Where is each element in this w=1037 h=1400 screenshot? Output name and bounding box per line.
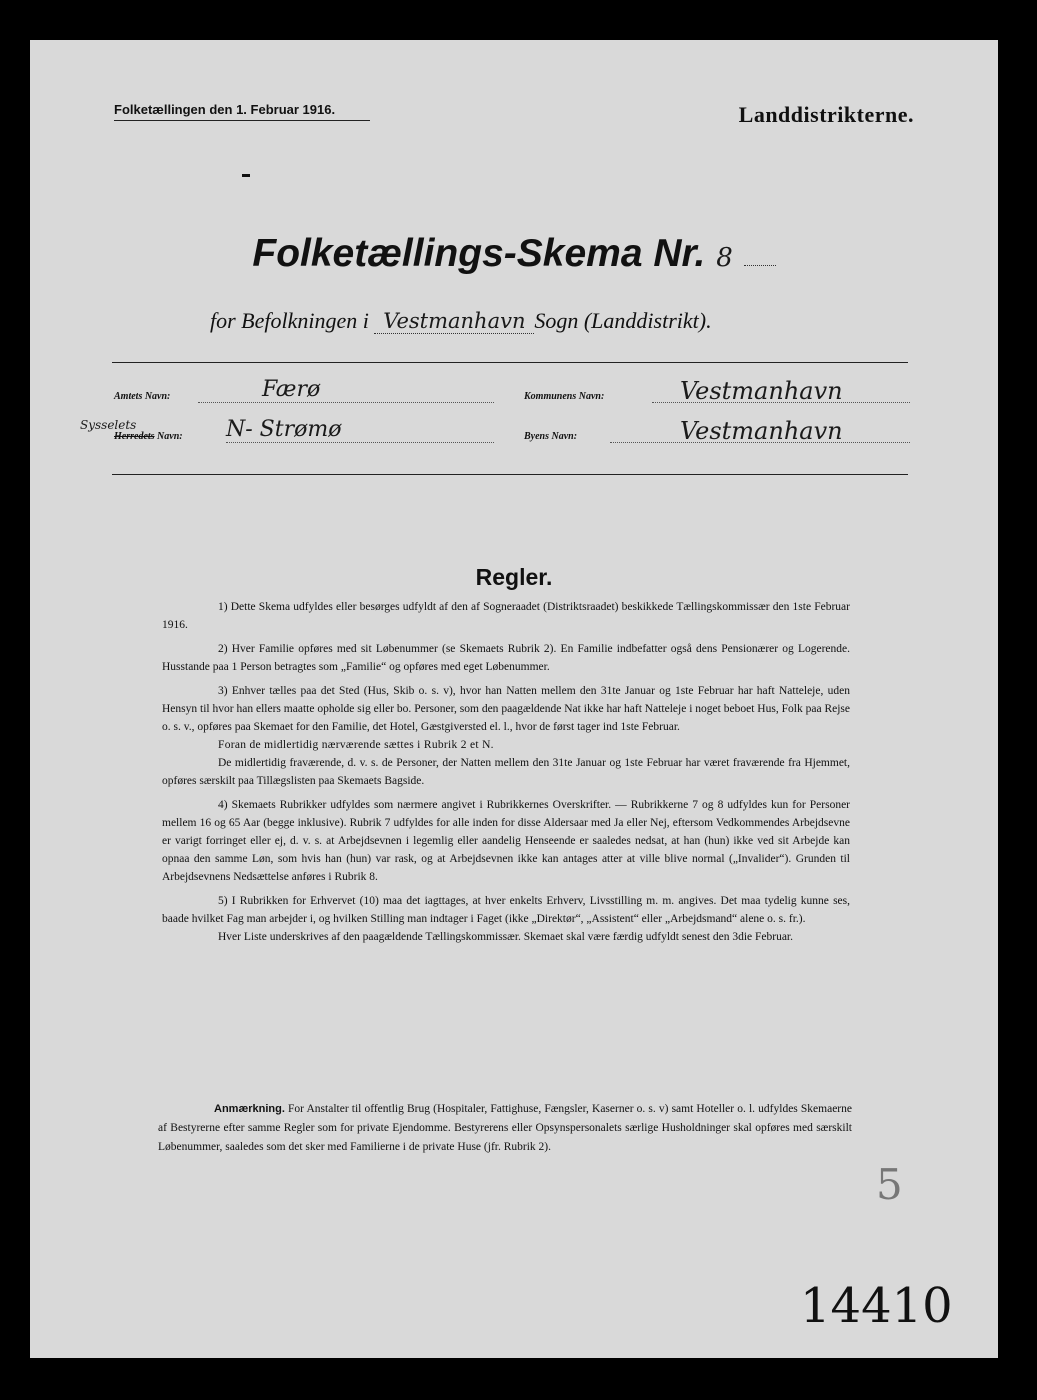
- form-number: 8: [716, 243, 733, 273]
- dash-mark: [242, 174, 250, 177]
- amt-line: [198, 402, 494, 403]
- herred-value: N- Strømø: [226, 417, 342, 442]
- rule-3: 3) Enhver tælles paa det Sted (Hus, Skib o. s. v), hvor han Natten mellem den 31te Januar og 1ste Februar har haft Natteleje, uden Hensyn til hvor han ellers maatte opholde sig eller bo. Personer, som den paagældende Nat ikke har haft Natteleje i noget beboet Hus, Folk paa Rejse o. s. v., opføres paa Skemaet for den Familie, det Hotel, Gæstgiversted el. l., hvor de først tager ind 1ste Februar.: [162, 685, 850, 733]
- archive-number: 14410: [800, 1278, 953, 1334]
- subtitle-suffix: Sogn (Landdistrikt).: [534, 308, 712, 333]
- amt-label: Amtets Navn:: [114, 391, 171, 402]
- subtitle-prefix: for Befolkningen i: [210, 308, 369, 333]
- by-label: Byens Navn:: [524, 431, 578, 442]
- by-value: Vestmanhavn: [680, 417, 843, 445]
- rules-heading: Regler.: [475, 564, 553, 590]
- top-rule: [112, 362, 908, 363]
- form-subtitle: [210, 308, 712, 334]
- kommune-label: Kommunens Navn:: [524, 391, 605, 402]
- herred-label-suffix: Navn:: [157, 431, 183, 442]
- kommune-value: Vestmanhavn: [680, 377, 843, 405]
- note-paragraph: [158, 1100, 852, 1157]
- rules-body: [162, 598, 850, 952]
- district-type-header: Landdistrikterne.: [738, 102, 914, 127]
- rule-1: 1) Dette Skema udfyldes eller besørges udfyldt af den af Sogneraadet (Distriktsraadet) beskikkede Tællingskommissær den 1ste Februar 1916.: [162, 601, 850, 631]
- note-label: Anmærkning.: [214, 1103, 285, 1115]
- rule-3-present: Foran de midlertidig nærværende sættes i Rubrik 2 et N.: [218, 739, 494, 751]
- herred-label-handwritten: Sysselets: [80, 418, 137, 432]
- herred-label: [114, 431, 183, 442]
- note-text: For Anstalter til offentlig Brug (Hospitaler, Fattighuse, Fængsler, Kaserner o. s. v) samt Hoteller o. l. udfyldes Skemaerne af Bestyrerne efter samme Regler som for private Ejendomme. Bestyrerens eller Opsynspersonalets særlige Husholdninger skal opføres med særskilt Løbenummer, saaledes som det sker med Familierne i de private Huse (jfr. Rubrik 2).: [158, 1103, 852, 1153]
- census-form-page: [30, 40, 998, 1358]
- herred-label-struck: Herredets: [114, 431, 155, 442]
- form-title: [30, 232, 998, 276]
- census-date-header: Folketællingen den 1. Februar 1916.: [114, 102, 336, 117]
- parish-name: Vestmanhavn: [374, 309, 534, 334]
- rule-signature: Hver Liste underskrives af den paagældende Tællingskommissær. Skemaet skal være færdig udfyldt senest den 3die Februar.: [218, 931, 793, 943]
- rule-4: 4) Skemaets Rubrikker udfyldes som nærmere angivet i Rubrikkernes Overskrifter. — Rubrikkerne 7 og 8 udfyldes kun for Personer mellem 16 og 65 Aar (begge inklusive). Rubrik 7 udfyldes for alle inden for disse Aldersaar med Ja eller Nej, eftersom Vedkommendes Arbejdsevne er varigt forringet eller ej, d. v. s. at Arbejdsevnen i legemlig eller aandelig Henseende er saaledes nedsat, at han (hun) ikke ved sit Arbejde kan opnaa den samme Løn, som hvis han (hun) var rask, og at Arbejdsevnen ikke kan antages atter at ville blive normal („Invalider“). Grunden til Arbejdsevnens Nedsættelse anføres i Rubrik 8.: [162, 799, 850, 883]
- pencil-mark: 5: [876, 1160, 903, 1209]
- rule-3-absent: De midlertidig fraværende, d. v. s. de Personer, der Natten mellem den 31te Januar og 1ste Februar har været fraværende fra Hjemmet, opføres særskilt paa Tillægslisten paa Skemaets Bagside.: [162, 757, 850, 787]
- rule-2: 2) Hver Familie opføres med sit Løbenummer (se Skemaets Rubrik 2). En Familie indbefatter også dens Pensionærer og Logerende. Husstande paa 1 Person betragtes som „Familie“ og opføres med eget Løbenummer.: [162, 643, 850, 673]
- herred-line: [226, 442, 494, 443]
- bottom-rule: [112, 474, 908, 475]
- amt-value: Færø: [262, 377, 321, 402]
- header-underline: [114, 120, 370, 121]
- form-title-text: Folketællings-Skema Nr.: [252, 232, 706, 275]
- rule-5: 5) I Rubrikken for Erhvervet (10) maa det iagttages, at hver enkelts Erhverv, Livsstilling m. m. angives. Det maa tydelig kunne ses, baade hvilket Fag man arbejder i, og hvilken Stilling man indtager i Faget (ikke „Direktør“, „Assistent“ eller „Arbejdsmand“ alene o. s. fr.).: [162, 895, 850, 925]
